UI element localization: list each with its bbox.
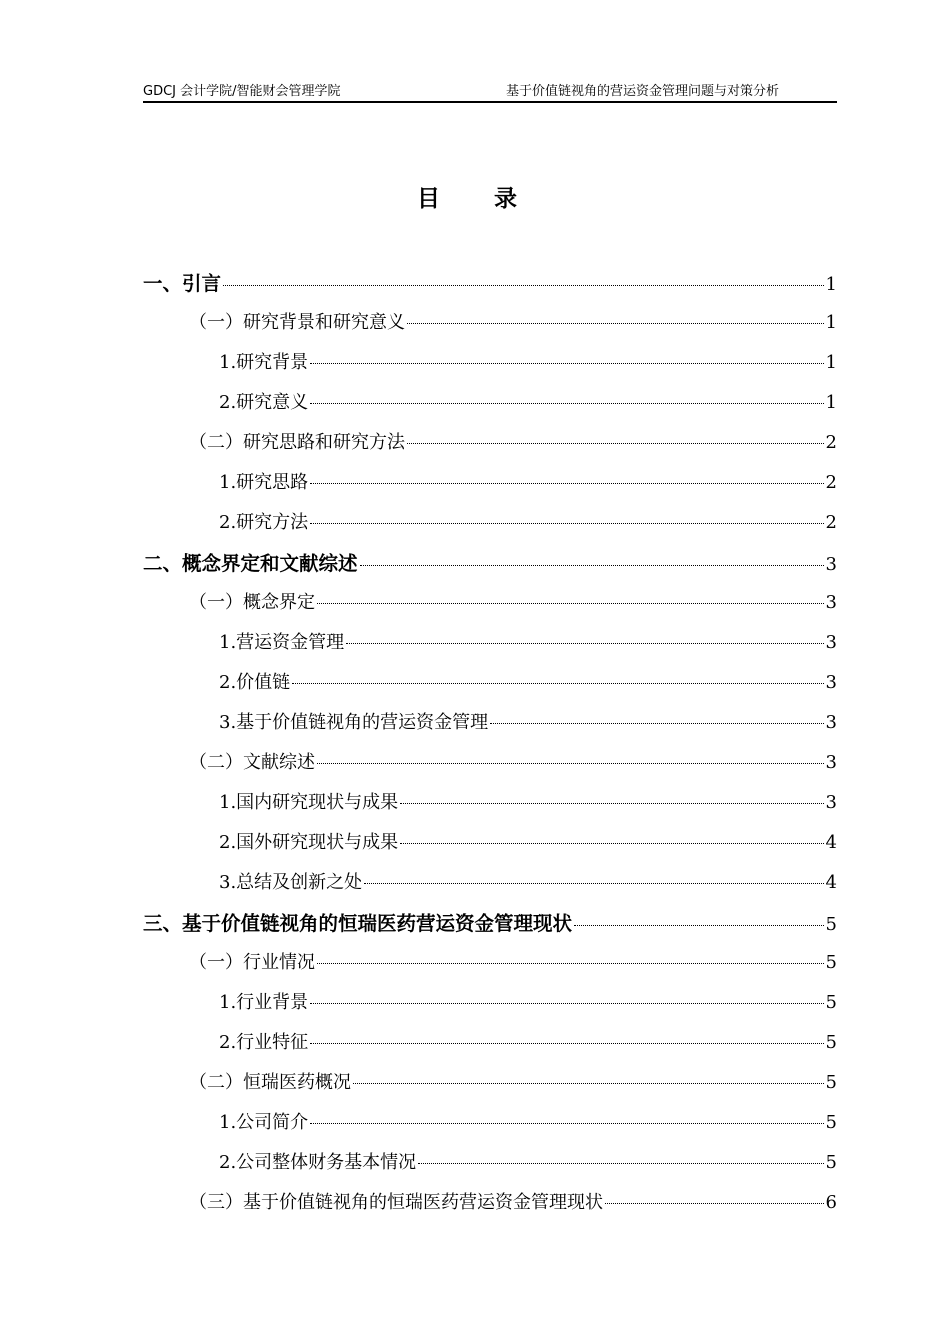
toc-entry[interactable] [143,1138,837,1178]
toc-title: 目录 [417,186,571,212]
toc-entry[interactable] [143,458,837,498]
toc-entry[interactable] [143,578,837,618]
toc-entry[interactable] [143,778,837,818]
table-of-contents [143,258,837,1218]
toc-entry-line [219,508,837,538]
toc-page-number: 1 [825,392,837,413]
toc-dot-leader [292,683,823,684]
toc-entry[interactable] [143,378,837,418]
toc-entry-line [189,748,837,778]
toc-page-number: 5 [825,992,837,1013]
toc-entry-line [219,868,837,898]
toc-entry-line [219,668,837,698]
header-rule [143,101,837,103]
toc-entry-line [219,348,837,378]
toc-entry-text: 一、引言 [143,272,222,295]
toc-dot-leader [310,363,823,364]
toc-entry[interactable] [143,898,837,938]
toc-dot-leader [223,285,824,286]
toc-dot-leader [310,1043,823,1044]
toc-entry-text: （一）研究背景和研究意义 [189,312,405,333]
toc-entry-text: 1.国内研究现状与成果 [219,792,399,813]
toc-entry-line [219,988,837,1018]
toc-entry-line [189,1068,837,1098]
toc-dot-leader [364,883,823,884]
toc-entry[interactable] [143,1058,837,1098]
toc-entry-text: 三、基于价值链视角的恒瑞医药营运资金管理现状 [143,912,573,935]
toc-dot-leader [574,925,824,926]
toc-page-number: 5 [825,1112,837,1133]
toc-entry-text: 1.研究思路 [219,472,309,493]
toc-entry-text: 3.总结及创新之处 [219,872,363,893]
toc-dot-leader [310,483,823,484]
toc-page-number: 3 [825,712,837,733]
toc-entry-text: 1.行业背景 [219,992,309,1013]
toc-entry-text: 1.公司简介 [219,1112,309,1133]
toc-entry-line [219,1028,837,1058]
toc-entry[interactable] [143,418,837,458]
toc-entry-text: 2.研究意义 [219,392,309,413]
toc-entry[interactable] [143,1098,837,1138]
toc-entry[interactable] [143,618,837,658]
toc-entry-text: 2.价值链 [219,672,291,693]
toc-entry[interactable] [143,498,837,538]
toc-dot-leader [418,1163,823,1164]
toc-dot-leader [310,1123,823,1124]
toc-page-number: 6 [825,1192,837,1213]
toc-entry-text: 二、概念界定和文献综述 [143,552,358,575]
toc-page-number: 3 [825,554,837,575]
toc-page-number: 2 [825,472,837,493]
toc-entry-text: （一）行业情况 [189,952,315,973]
toc-entry-text: 1.研究背景 [219,352,309,373]
toc-dot-leader [400,843,823,844]
toc-dot-leader [317,963,824,964]
toc-entry-line [219,628,837,658]
toc-dot-leader [360,565,824,566]
toc-dot-leader [353,1083,824,1084]
toc-page-number: 3 [825,792,837,813]
toc-entry-line [189,1188,837,1218]
toc-entry-text: （二）研究思路和研究方法 [189,432,405,453]
toc-entry[interactable] [143,978,837,1018]
toc-entry[interactable] [143,1018,837,1058]
toc-page-number: 2 [825,432,837,453]
toc-page-number: 4 [825,872,837,893]
toc-dot-leader [310,1003,823,1004]
toc-entry-line [219,1148,837,1178]
toc-page-number: 5 [825,1032,837,1053]
toc-entry-text: 2.国外研究现状与成果 [219,832,399,853]
toc-dot-leader [310,403,823,404]
toc-entry-line [189,588,837,618]
toc-page-number: 3 [825,592,837,613]
toc-dot-leader [407,323,824,324]
toc-entry-line [143,908,837,938]
toc-entry-line [219,828,837,858]
toc-entry[interactable] [143,1178,837,1218]
toc-page-number: 3 [825,632,837,653]
toc-entry[interactable] [143,818,837,858]
toc-entry-text: 2.公司整体财务基本情况 [219,1152,417,1173]
toc-page-number: 5 [825,1072,837,1093]
toc-entry-line [189,948,837,978]
toc-dot-leader [605,1203,824,1204]
toc-entry-text: 3.基于价值链视角的营运资金管理 [219,712,489,733]
toc-entry-line [219,1108,837,1138]
toc-entry-line [219,468,837,498]
toc-dot-leader [317,603,824,604]
toc-entry[interactable] [143,658,837,698]
toc-entry-text: 2.行业特征 [219,1032,309,1053]
toc-entry[interactable] [143,938,837,978]
toc-entry-line [219,388,837,418]
page-header [143,78,837,100]
toc-dot-leader [310,523,823,524]
toc-page-number: 3 [825,752,837,773]
toc-entry[interactable] [143,538,837,578]
toc-entry[interactable] [143,738,837,778]
toc-page-number: 5 [825,1152,837,1173]
toc-entry[interactable] [143,258,837,298]
toc-entry-line [219,708,837,738]
toc-dot-leader [400,803,823,804]
toc-page-number: 2 [825,512,837,533]
toc-entry[interactable] [143,698,837,738]
toc-page-number: 4 [825,832,837,853]
toc-entry[interactable] [143,338,837,378]
toc-entry[interactable] [143,858,837,898]
toc-dot-leader [490,723,823,724]
toc-entry-text: 2.研究方法 [219,512,309,533]
toc-entry-text: （三）基于价值链视角的恒瑞医药营运资金管理现状 [189,1192,603,1213]
toc-entry-text: （二）文献综述 [189,752,315,773]
toc-page-number: 5 [825,914,837,935]
toc-entry-text: 1.营运资金管理 [219,632,345,653]
toc-entry-line [189,308,837,338]
toc-entry-line [189,428,837,458]
toc-entry[interactable] [143,298,837,338]
toc-page-number: 1 [825,312,837,333]
toc-entry-line [219,788,837,818]
header-right-text: 基于价值链视角的营运资金管理问题与对策分析 [505,84,779,99]
header-left-text: GDCJ 会计学院/智能财会管理学院 [143,84,341,99]
toc-page-number: 1 [825,274,837,295]
toc-dot-leader [317,763,824,764]
toc-entry-text: （一）概念界定 [189,592,315,613]
toc-entry-line [143,268,837,298]
toc-page-number: 1 [825,352,837,373]
toc-page-number: 5 [825,952,837,973]
toc-dot-leader [407,443,824,444]
toc-page-number: 3 [825,672,837,693]
toc-entry-line [143,548,837,578]
toc-dot-leader [346,643,823,644]
toc-entry-text: （二）恒瑞医药概况 [189,1072,351,1093]
